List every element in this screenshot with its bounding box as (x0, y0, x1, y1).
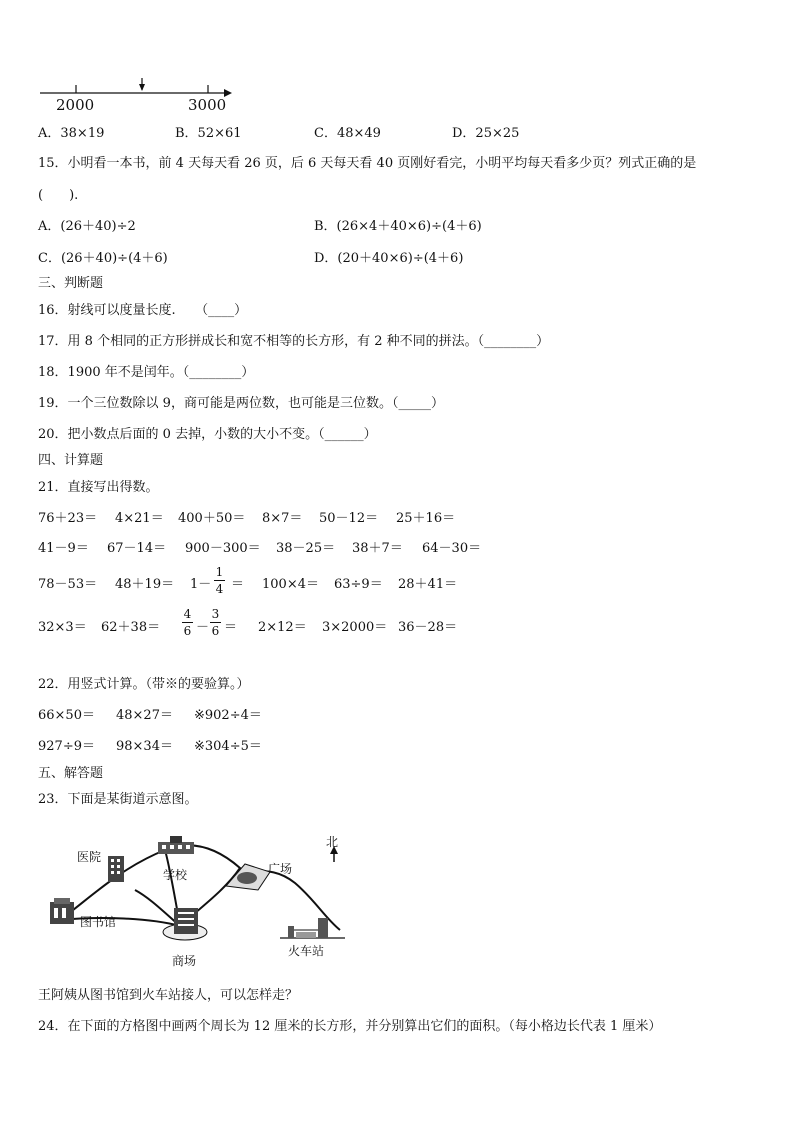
fraction-one-quarter (214, 565, 225, 596)
q14-option-a: A．38×19 (38, 126, 105, 141)
fraction-bar (214, 580, 225, 581)
fraction-four-sixths (182, 607, 193, 638)
q15-paren: ( ). (38, 188, 79, 203)
numberline-label-2000: 2000 (56, 96, 95, 114)
section-heading-judge: 三、判断题 (38, 276, 104, 291)
q23-question: 王阿姨从图书馆到火车站接人，可以怎样走？ (38, 988, 299, 1003)
school-icon (158, 836, 194, 854)
calc-item: 2×12＝ (258, 620, 307, 635)
section-heading-solve: 五、解答题 (38, 766, 104, 781)
q14-option-d: D．25×25 (452, 126, 520, 141)
equals-sign: ＝ (224, 620, 238, 635)
fraction-denominator: 6 (211, 624, 220, 638)
calc-item: 76＋23＝ (38, 511, 98, 526)
map-label-square: 广场 (268, 862, 293, 876)
q20-text: 20．把小数点后面的 0 去掉，小数的大小不变。（______） (38, 427, 377, 442)
minus-sign: － (196, 620, 210, 635)
q15-text: 15．小明看一本书，前 4 天每天看 26 页，后 6 天每天看 40 页刚好看完，小明平均每天看多少页？列式正确的是 (38, 156, 697, 171)
q15-option-b: B．(26×4＋40×6)÷(4＋6) (314, 219, 482, 234)
calc-item: 64－30＝ (422, 541, 482, 556)
calc-item: 25＋16＝ (396, 511, 456, 526)
fraction-numerator: 1 (215, 565, 224, 579)
vert-item: ※304÷5＝ (194, 739, 262, 754)
fraction-denominator: 6 (183, 624, 192, 638)
calc-item: 48＋19＝ (115, 577, 175, 592)
q17-text: 17．用 8 个相同的正方形拼成长和宽不相等的长方形，有 2 种不同的拼法。（________） (38, 334, 550, 349)
calc-item: 78－53＝ (38, 577, 98, 592)
road (60, 918, 180, 926)
q24-text: 24．在下面的方格图中画两个周长为 12 厘米的长方形，并分别算出它们的面积。（每小格边长代表 1 厘米） (38, 1019, 662, 1034)
q15-option-c: C．(26＋40)÷(4＋6) (38, 251, 168, 266)
calc-item: 63÷9＝ (334, 577, 383, 592)
map-label-station: 火车站 (288, 944, 325, 958)
calc-item: 28＋41＝ (398, 577, 458, 592)
vert-item: 48×27＝ (116, 708, 173, 723)
q16-text: 16．射线可以度量长度. （____） (38, 303, 248, 318)
q19-text: 19．一个三位数除以 9，商可能是两位数，也可能是三位数。（_____） (38, 396, 444, 411)
numberline-label-3000: 3000 (188, 96, 227, 114)
calc-item-suffix: ＝ (231, 577, 245, 592)
q15-option-a: A．(26＋40)÷2 (38, 219, 136, 234)
q21-text: 21．直接写出得数。 (38, 480, 159, 495)
fraction-numerator: 4 (183, 607, 192, 621)
map-label-school: 学校 (163, 868, 188, 882)
calc-item: 100×4＝ (262, 577, 319, 592)
calc-item: 38＋7＝ (352, 541, 403, 556)
calc-item: 400＋50＝ (178, 511, 246, 526)
vert-item: 927÷9＝ (38, 739, 95, 754)
fraction-three-sixths (210, 607, 221, 638)
calc-item: 4×21＝ (115, 511, 164, 526)
train-station-icon (280, 918, 345, 938)
library-icon (50, 898, 74, 924)
fraction-bar (182, 622, 193, 623)
fraction-denominator: 4 (215, 582, 224, 596)
calc-item: 32×3＝ (38, 620, 87, 635)
calc-item: 41－9＝ (38, 541, 89, 556)
vert-item: 98×34＝ (116, 739, 173, 754)
map-label-north: 北 (326, 835, 339, 849)
q14-option-c: C．48×49 (314, 126, 381, 141)
fraction-bar (210, 622, 221, 623)
calc-item-prefix: 1－ (190, 577, 212, 592)
calc-item: 3×2000＝ (322, 620, 388, 635)
calc-item: 67－14＝ (107, 541, 167, 556)
calc-item: 38－25＝ (276, 541, 336, 556)
vert-item: ※902÷4＝ (194, 708, 262, 723)
q18-text: 18．1900 年不是闰年。（________） (38, 365, 255, 380)
section-heading-calc: 四、计算题 (38, 453, 104, 468)
map-label-library: 图书馆 (80, 915, 117, 929)
calc-item: 50－12＝ (319, 511, 379, 526)
map-label-hospital: 医院 (77, 850, 102, 864)
q23-text: 23．下面是某街道示意图。 (38, 792, 198, 807)
vert-item: 66×50＝ (38, 708, 95, 723)
q15-option-d: D．(20＋40×6)÷(4＋6) (314, 251, 464, 266)
calc-item: 36－28＝ (398, 620, 458, 635)
hospital-icon (108, 856, 124, 882)
calc-item: 900－300＝ (185, 541, 261, 556)
calc-item: 8×7＝ (262, 511, 303, 526)
map-label-mall: 商场 (172, 954, 197, 968)
fraction-numerator: 3 (211, 607, 220, 621)
calc-item: 62＋38＝ (101, 620, 161, 635)
q14-option-b: B．52×61 (175, 126, 242, 141)
q22-text: 22．用竖式计算。（带※的要验算。） (38, 677, 250, 692)
